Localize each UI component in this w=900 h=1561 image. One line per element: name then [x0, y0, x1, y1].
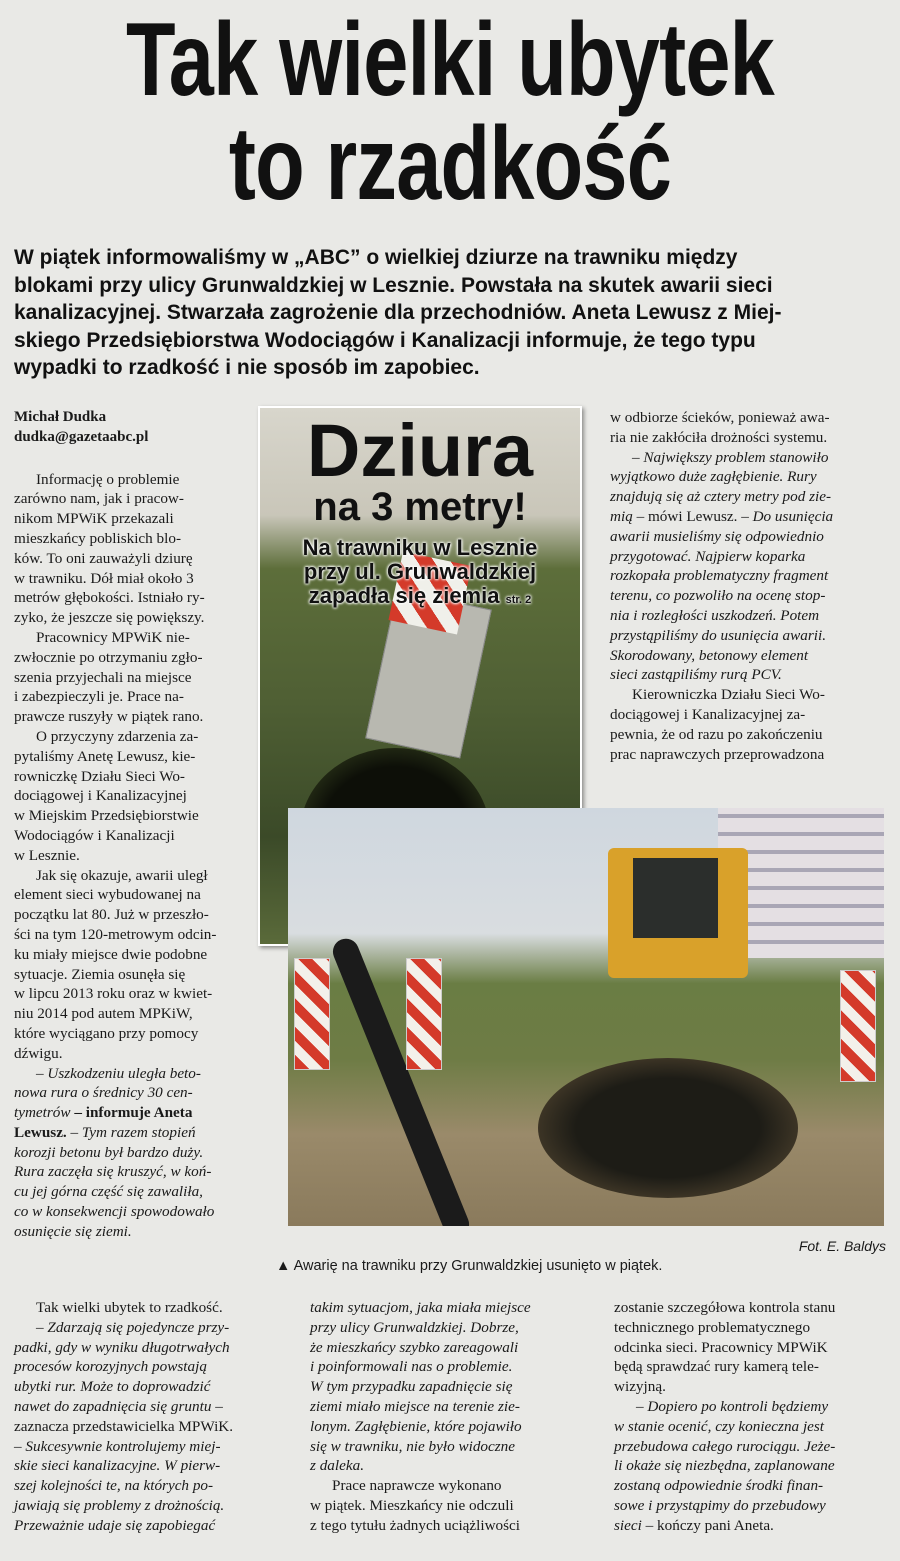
headline-line-1: Tak wielki ubytek [126, 2, 774, 118]
excavation-pit [538, 1058, 798, 1198]
quote-line: przebudowa całego rurociągu. Jeże- [614, 1437, 836, 1455]
text-line: pytaliśmy Anetę Lewusz, kie- [14, 747, 196, 765]
warning-barrier [840, 970, 876, 1082]
quote-line: przygotować. Najpierw koparka [610, 547, 806, 565]
quote-line: takim sytuacjom, jaka miała miejsce [310, 1299, 531, 1316]
quote-line: Rura zaczęła się kruszyć, w koń- [14, 1163, 212, 1181]
text-line: sytuacje. Ziemia osunęła się [14, 965, 186, 983]
quote-line: cu jej górna część się zawaliła, [14, 1183, 203, 1201]
text-line: zostanie szczegółowa kontrola stanu [614, 1299, 836, 1316]
text-line: niu 2014 pod autem MPKiW, [14, 1005, 193, 1023]
quote-fragment: tymetrów [14, 1104, 71, 1122]
photo-credit: Fot. E. Baldys [798, 1238, 886, 1254]
lead-paragraph [14, 244, 886, 382]
quote-line: szej kolejności te, na których po- [14, 1477, 214, 1495]
lead-line: kanalizacyjnej. Stwarzała zagrożenie dla przechodniów. Aneta Lewusz z Miej- [14, 301, 782, 324]
quote-line: sieci zastąpiliśmy rurą PCV. [610, 666, 782, 684]
lead-line: W piątek informowaliśmy w „ABC” o wielkiej dziurze na trawniku między [14, 246, 738, 269]
text-line: mieszkańcy pobliskich blo- [14, 529, 182, 547]
inset-page-ref: str. 2 [505, 594, 532, 606]
text-line: ści na tym 120-metrowym odcin- [14, 925, 217, 943]
author-email[interactable]: dudka@gazetaabc.pl [14, 428, 149, 445]
quote-line: Przeważnie udaje się zapobiegać [14, 1516, 216, 1534]
inset-headline [260, 409, 580, 608]
text-line: odcinka sieci. Pracownicy MPWiK [614, 1338, 828, 1356]
text-line: w odbiorze ścieków, ponieważ awa- [610, 409, 830, 426]
text-line: dźwigu. [14, 1044, 63, 1062]
main-photo-excavation [288, 808, 884, 1226]
quote-line: ziemi miało miejsce na terenie zie- [310, 1397, 520, 1415]
photo-caption: ▲ Awarię na trawniku przy Grunwaldzkiej usunięto w piątek. [276, 1258, 663, 1274]
quote-line: co w konsekwencji spowodowało [14, 1203, 215, 1221]
inset-title: Dziura [306, 409, 534, 492]
black-pipe [329, 935, 473, 1226]
text-line: początku lat 80. Już w przeszło- [14, 906, 209, 924]
text-line: zaznacza przedstawicielka MPWiK. [14, 1417, 234, 1435]
text-line: Wodociągów i Kanalizacji [14, 826, 175, 844]
quote-fragment: sieci [614, 1516, 642, 1534]
text-line: ku miały miejsce dwie podobne [14, 945, 208, 963]
bottom-column-1 [14, 1298, 292, 1536]
quote-line: osunięcie się ziemi. [14, 1222, 132, 1240]
text-line: szenia przyjechali na miejsce [14, 668, 192, 686]
warning-barrier [406, 958, 442, 1070]
inset-caption-line: zapadła się ziemia [308, 583, 500, 608]
text-line: pewnia, że od razu po zakończeniu [610, 725, 823, 743]
author-name: Michał Dudka [14, 409, 107, 425]
text-line: z tego tytułu żadnych uciążliwości [310, 1516, 521, 1534]
quote-fragment: – Tym razem stopień [70, 1123, 196, 1141]
text-line: zarówno nam, jak i pracow- [14, 490, 184, 508]
backhoe-cab [633, 858, 718, 938]
quote-line: jawiają się problemy z drożnością. [14, 1496, 225, 1514]
text-line: dociągowej i Kanalizacyjnej za- [610, 705, 806, 723]
quote-line: – Zdarzają się pojedyncze przy- [36, 1318, 230, 1336]
text-line: O przyczyny zdarzenia za- [36, 727, 199, 745]
quote-line: W tym przypadku zapadnięcie się [310, 1378, 513, 1396]
lead-line: blokami przy ulicy Grunwaldzkiej w Lesznie. Powstała na skutek awarii sieci [14, 273, 773, 297]
quote-line: się w trawniku, nie było widoczne [310, 1437, 516, 1455]
quote-line: – Największy problem stanowiło [632, 448, 829, 466]
quote-line: korozji betonu był bardzo duży. [14, 1143, 204, 1161]
text-line: w Lesznie. [14, 846, 80, 864]
lead-line: skiego Przedsiębiorstwa Wodociągów i Kanalizacji informuje, że tego typu [14, 328, 756, 352]
quote-line: awarii musieliśmy się odpowiednio [610, 527, 824, 545]
bottom-column-3 [614, 1298, 886, 1536]
quote-line: – Uszkodzeniu uległa beto- [36, 1064, 201, 1082]
text-line: Pracownicy MPWiK nie- [36, 628, 190, 646]
text-line: które wyciągano przy pomocy [14, 1024, 199, 1042]
text-line: w piątek. Mieszkańcy nie odczuli [310, 1496, 514, 1514]
text-line: w Miejskim Przedsiębiorstwie [14, 807, 199, 825]
text-line: prac naprawczych przeprowadzona [610, 745, 825, 763]
headline [10, 2, 890, 222]
quote-line: sowe i przystąpimy do przebudowy [614, 1496, 826, 1514]
quote-fragment: – Do usunięcia [741, 507, 834, 525]
quote-line: przy ulicy Grunwaldzkiej. Dobrze, [310, 1318, 519, 1336]
attribution-fragment: – kończy pani Aneta. [645, 1516, 774, 1534]
text-line: zwłocznie po otrzymaniu zgło- [14, 648, 203, 666]
warning-barrier [294, 958, 330, 1070]
quote-line: li okaże się niezbędna, zaplanowane [614, 1457, 835, 1475]
text-line: prawcze ruszyły w piątek rano. [14, 708, 204, 726]
quote-line: z daleka. [310, 1457, 364, 1475]
quote-line: Skorodowany, betonowy element [610, 646, 809, 664]
headline-line-2: to rzadkość [228, 106, 672, 222]
attribution-fragment: – informuje Aneta [74, 1104, 193, 1122]
quote-fragment: mią [610, 507, 633, 525]
quote-line: nawet do zapadnięcia się gruntu – [14, 1397, 223, 1415]
quote-line: procesów korozyjnych powstają [14, 1358, 207, 1376]
article-column-3 [610, 408, 886, 764]
text-line: Prace naprawcze wykonano [332, 1477, 502, 1495]
text-line: i zabezpieczyli je. Prace na- [14, 688, 184, 706]
quote-line: lonym. Zagłębienie, które pojawiło [310, 1417, 522, 1435]
quote-line: skie sieci kanalizacyjne. W pierw- [14, 1457, 221, 1475]
inset-subtitle: na 3 metry! [313, 485, 527, 529]
article-column-1 [14, 408, 258, 1242]
attribution-fragment: – mówi Lewusz. [636, 507, 738, 525]
text-line: w lipcu 2013 roku oraz w kwiet- [14, 985, 213, 1003]
quote-line: padki, gdy w wyniku długotrwałych [14, 1338, 230, 1356]
quote-line: znajdują się aż cztery metry pod zie- [610, 488, 832, 506]
text-line: ków. To oni zauważyli dziurę [14, 549, 193, 567]
quote-line: w stanie ocenić, czy konieczna jest [614, 1417, 825, 1435]
text-line: Kierowniczka Działu Sieci Wo- [632, 686, 825, 704]
inset-caption [260, 536, 580, 612]
quote-line: – Sukcesywnie kontrolujemy miej- [14, 1437, 221, 1455]
text-line: Informację o problemie [36, 470, 180, 488]
text-line: zyko, że jeszcze się powiększy. [14, 609, 205, 627]
text-line: nikom MPWiK przekazali [14, 510, 174, 528]
quote-line: nowa rura o średnicy 30 cen- [14, 1084, 193, 1102]
text-line: wizyjną. [614, 1378, 666, 1396]
quote-line: zostaną odpowiednie środki finan- [614, 1477, 824, 1495]
quote-line: terenu, co pozwoliło na ocenę stop- [610, 587, 826, 605]
text-line: rowniczkę Działu Sieci Wo- [14, 767, 185, 785]
text-line: Tak wielki ubytek to rzadkość. [36, 1299, 223, 1316]
bottom-column-2 [310, 1298, 600, 1536]
text-line: Jak się okazuje, awarii uległ [36, 866, 208, 884]
attribution-fragment: Lewusz. [14, 1123, 67, 1141]
text-line: element sieci wybudowanej na [14, 886, 201, 904]
text-line: technicznego problematycznego [614, 1318, 811, 1336]
quote-line: wyjątkowo duże zagłębienie. Rury [610, 468, 817, 486]
quote-line: i poinformowali nas o problemie. [310, 1358, 513, 1376]
quote-line: że mieszkańcy szybko zareagowali [310, 1338, 519, 1356]
quote-line: rozkopała problematyczny fragment [610, 567, 829, 585]
text-line: w trawniku. Dół miał około 3 [14, 569, 194, 587]
text-line: metrów głębokości. Istniało ry- [14, 589, 205, 607]
quote-line: nia i rozległości uszkodzeń. Potem [610, 606, 820, 624]
inset-caption-line: przy ul. Grunwaldzkiej [303, 559, 537, 584]
quote-line: ubytki rur. Może to doprowadzić [14, 1378, 211, 1396]
text-line: będą sprawdzać rury kamerą tele- [614, 1358, 819, 1376]
text-line: ria nie zakłóciła drożności systemu. [610, 428, 828, 446]
inset-caption-line: Na trawniku w Lesznie [302, 535, 538, 560]
quote-line: przystąpiliśmy do usunięcia awarii. [610, 626, 826, 644]
lead-line: wypadki to rzadkość i nie sposób im zapobiec. [14, 356, 480, 379]
quote-line: – Dopiero po kontroli będziemy [636, 1397, 829, 1415]
text-line: dociągowej i Kanalizacyjnej [14, 787, 187, 805]
